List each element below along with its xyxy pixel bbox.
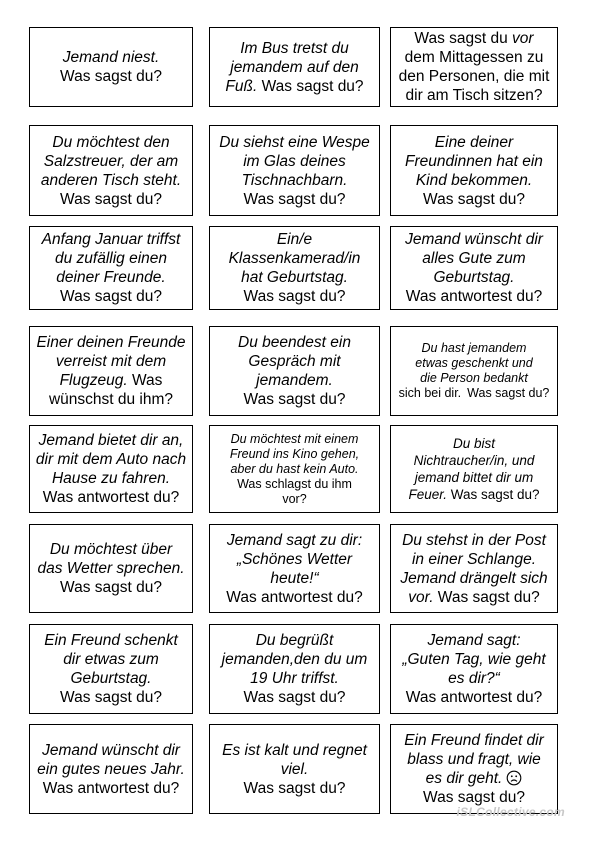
situation-card: [29, 624, 193, 714]
card-line: Gespräch mit: [248, 353, 341, 370]
card-line: Was sagst du?: [60, 689, 162, 706]
situation-card: [29, 425, 193, 513]
card-line: Was sagst du?: [60, 190, 162, 208]
card-line: blass und fragt, wie: [407, 751, 541, 768]
card-line: Anfang Januar triffst: [41, 231, 181, 248]
card-line: Einer deinen Freunde: [36, 334, 186, 351]
card-line: Du bist: [452, 436, 496, 451]
card-line: du zufällig einen: [54, 250, 168, 267]
card-line: „Guten Tag, wie geht: [402, 651, 546, 668]
situation-card: [29, 27, 193, 107]
situation-card: [209, 27, 380, 107]
card-line: Was sagst du?: [60, 288, 162, 305]
card-line: Freund ins Kino gehen,: [229, 446, 360, 461]
card-line: jemandem.: [256, 372, 333, 389]
card-line: Du möchtest mit einem: [230, 431, 359, 446]
card-line: sich bei dir.: [398, 386, 462, 400]
card-line: Jemand wünscht dir: [42, 741, 180, 759]
card-line: jemandem auf den: [230, 58, 359, 76]
card-line: Fuß. Was sagst du?: [225, 77, 364, 95]
situation-card: [209, 425, 380, 513]
card-line: wünschst du ihm?: [48, 391, 174, 408]
card-line: „Schönes Wetter: [236, 550, 353, 568]
card-line: Was antwortest du?: [226, 588, 363, 606]
card-line: vor. Was sagst du?: [408, 588, 540, 606]
card-line: Was sagst du?: [243, 391, 346, 408]
card-line: Was antwortest du?: [405, 689, 543, 706]
card-line: heute!“: [270, 569, 319, 587]
card-line: es dir?“: [448, 670, 500, 687]
card-line: anderen Tisch steht.: [40, 171, 182, 189]
card-line: dir etwas zum: [63, 651, 159, 668]
situation-card: [390, 724, 558, 814]
card-line: Was sagst du?: [243, 288, 346, 305]
card-line: Flugzeug. Was: [59, 372, 163, 389]
watermark-logo: iSLCollective.com: [456, 805, 565, 819]
card-line: die Person bedankt: [420, 371, 528, 385]
card-line: Du hast jemandem: [421, 341, 527, 355]
card-line: 19 Uhr triffst.: [250, 670, 339, 687]
situation-card: [29, 226, 193, 310]
situation-card: [390, 27, 558, 107]
card-line: etwas geschenkt und: [415, 356, 533, 370]
card-line: Was antwortest du?: [42, 779, 180, 797]
card-line: Was sagst du?: [243, 190, 346, 208]
card-line: in einer Schlange.: [411, 550, 537, 568]
card-line: Jemand sagt:: [427, 632, 521, 649]
situation-card: [209, 226, 380, 310]
card-line: Was sagst du?: [60, 579, 162, 596]
card-line: alles Gute zum: [422, 250, 526, 267]
card-line: Was sagst du?: [243, 779, 346, 797]
card-line: Jemand wünscht dir: [405, 231, 543, 248]
card-line: Du beendest ein: [238, 334, 351, 351]
card-line: deiner Freunde.: [56, 269, 166, 286]
card-line: den Personen, die mit: [398, 68, 550, 85]
card-line: Was antwortest du?: [42, 489, 180, 506]
card-line: Ein Freund schenkt: [44, 632, 178, 649]
card-line: Salzstreuer, der am: [43, 152, 179, 170]
card-line: Feuer. Was sagst du?: [408, 487, 540, 502]
card-line: Im Bus tretst du: [240, 39, 349, 57]
situation-card: [209, 624, 380, 714]
card-line: jemanden,den du um: [221, 651, 368, 668]
card-line: Was sagst du?: [423, 789, 525, 806]
card-line: vor?: [282, 491, 307, 506]
card-line: im Glas deines: [243, 152, 346, 170]
card-line: Tischnachbarn.: [241, 171, 348, 189]
situation-card: [209, 524, 380, 613]
card-line: Was sagst du vor: [414, 30, 534, 47]
card-line: Kind bekommen.: [415, 171, 533, 189]
situation-card: [390, 326, 558, 416]
situation-card: [209, 326, 380, 416]
card-line: es dir geht.: [426, 769, 523, 788]
card-line: hat Geburtstag.: [241, 269, 348, 286]
card-line: das Wetter sprechen.: [37, 560, 185, 577]
card-line: Geburtstag.: [433, 269, 515, 286]
sad-face-icon: [506, 770, 522, 786]
card-line: Geburtstag.: [70, 670, 152, 687]
card-line: Was sagst du?: [60, 68, 162, 85]
card-line: Es ist kalt und regnet: [222, 741, 367, 759]
card-line: viel.: [280, 760, 309, 778]
card-line: Jemand sagt zu dir:: [226, 531, 363, 549]
card-line: ein gutes neues Jahr.: [37, 760, 185, 778]
card-line: Du möchtest über: [49, 541, 173, 558]
situation-card: [390, 425, 558, 513]
situation-card: [209, 125, 380, 216]
card-line: Nichtraucher/in, und: [413, 453, 535, 468]
card-line: Klassenkamerad/in: [228, 250, 361, 267]
card-line: Jemand niest.: [62, 49, 160, 66]
situation-card: [390, 624, 558, 714]
situation-card: [29, 524, 193, 613]
situation-card: [390, 226, 558, 310]
card-line: Ein Freund findet dir: [404, 732, 544, 749]
card-line: Eine deiner: [434, 133, 514, 151]
card-line: Ein/e: [276, 231, 313, 248]
situation-card: [390, 125, 558, 216]
situation-card: [29, 125, 193, 216]
card-line: Freundinnen hat ein: [405, 152, 543, 170]
card-line: Was antwortest du?: [405, 288, 543, 305]
card-line: dir am Tisch sitzen?: [405, 87, 543, 104]
situation-card: [390, 524, 558, 613]
card-line: Was schlagst du ihm: [237, 476, 352, 491]
card-line: dir mit dem Auto nach: [35, 451, 187, 468]
card-line: Was sagst du?: [467, 386, 550, 400]
card-line: Was sagst du?: [243, 689, 346, 706]
card-line: Jemand bietet dir an,: [38, 432, 184, 449]
card-line: Du siehst eine Wespe: [219, 133, 370, 151]
card-line: Jemand drängelt sich: [400, 569, 548, 587]
card-line: verreist mit dem: [55, 353, 167, 370]
card-line: aber du hast kein Auto.: [230, 461, 359, 476]
card-line: Du begrüßt: [255, 632, 334, 649]
situation-card: [29, 326, 193, 416]
card-line: Du stehst in der Post: [402, 531, 546, 549]
card-line: dem Mittagessen zu: [404, 49, 544, 66]
situation-card: [29, 724, 193, 814]
card-line: [399, 386, 550, 401]
card-line: Hause zu fahren.: [51, 470, 171, 487]
card-line: jemand bittet dir um: [414, 470, 534, 485]
card-line: Du möchtest den: [52, 133, 170, 151]
situation-card: [209, 724, 380, 814]
card-line: Was sagst du?: [423, 190, 525, 208]
